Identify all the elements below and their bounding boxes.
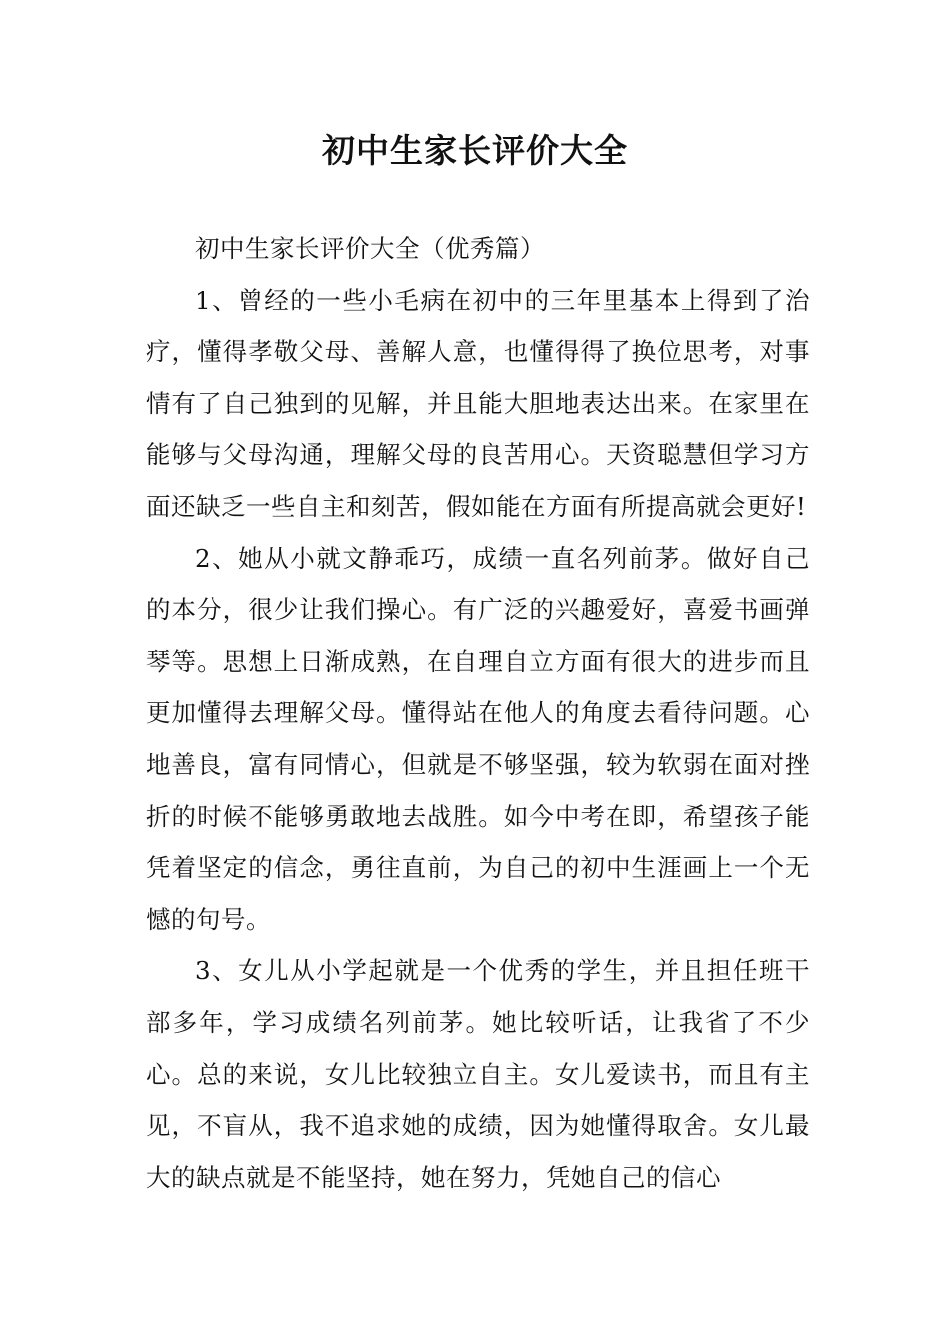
paragraph-2: 2、她从小就文静乖巧，成绩一直名列前茅。做好自己的本分，很少让我们操心。有广泛的兴趣爱好，喜爱书画弹琴等。思想上日渐成熟，在自理自立方面有很大的进步而且更加懂得去理解父母。懂得站在他人的角度去看待问题。心地善良，富有同情心，但就是不够坚强，较为软弱在面对挫折的时候不能够勇敢地去战胜。如今中考在即，希望孩子能凭着坚定的信念，勇往直前，为自己的初中生涯画上一个无憾的句号。	[146, 543, 810, 934]
document-title: 初中生家长评价大全	[322, 131, 628, 170]
document-subtitle: 初中生家长评价大全（优秀篇）	[195, 234, 545, 263]
paragraph-3: 3、女儿从小学起就是一个优秀的学生，并且担任班干部多年，学习成绩名列前茅。她比较听话，让我省了不少心。总的来说，女儿比较独立自主。女儿爱读书，而且有主见，不盲从，我不追求她的成绩，因为她懂得取舍。女儿最大的缺点就是不能坚持，她在努力，凭她自己的信心	[146, 956, 810, 1192]
paragraph-1: 1、曾经的一些小毛病在初中的三年里基本上得到了治疗，懂得孝敬父母、善解人意，也懂得得了换位思考，对事情有了自己独到的见解，并且能大胆地表达出来。在家里在能够与父母沟通，理解父母的良苦用心。天资聪慧但学习方面还缺乏一些自主和刻苦，假如能在方面有所提高就会更好!	[146, 285, 810, 521]
document-body	[146, 223, 810, 1203]
